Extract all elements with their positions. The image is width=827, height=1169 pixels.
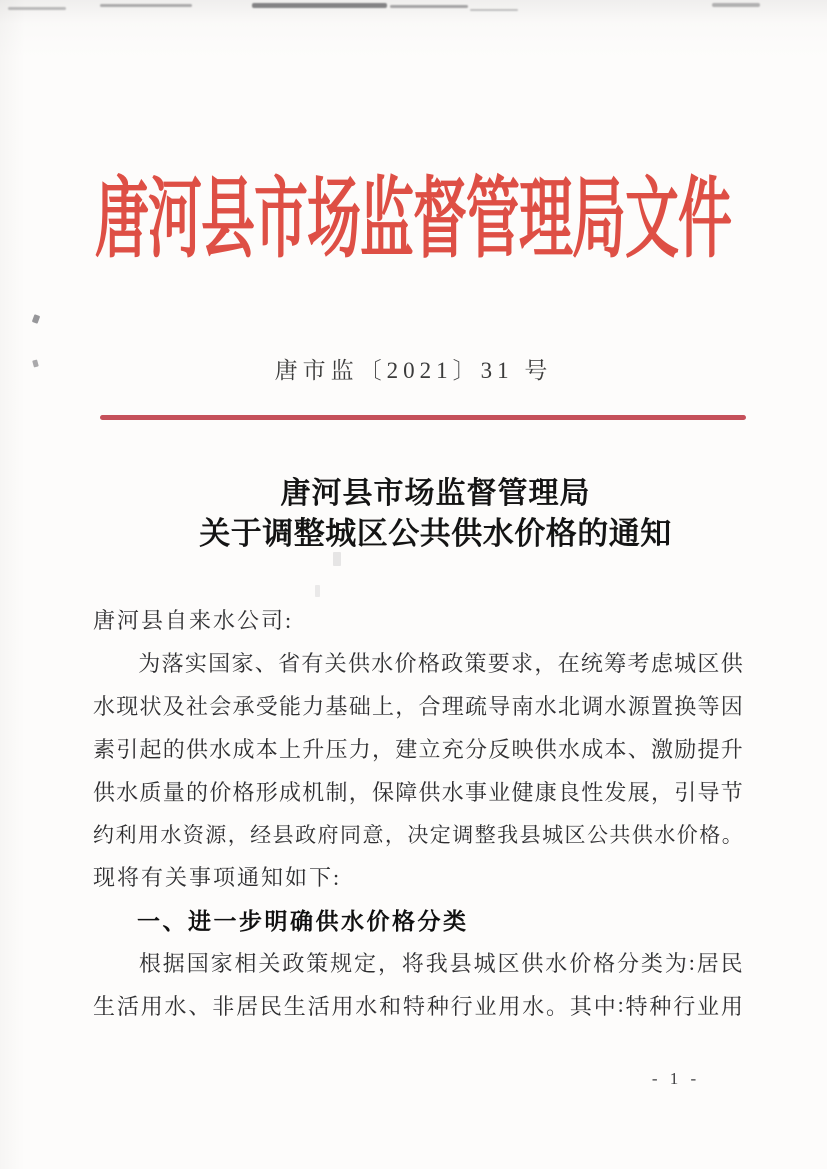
body-line: 供 水 质 量 的 价 格 形 成 机 制 ， 保 障 供 水 事 业 健 康 良 性 发 展 ， 引 导 节 [93,779,743,805]
scan-artifact [333,552,341,566]
body-line: 一、进一步明确供水价格分类 [137,909,469,935]
scan-artifact [32,314,40,324]
document-body [93,598,743,1027]
document-number: 唐市监〔2021〕31 号 [274,358,553,383]
body-line: 为 落 实 国 家 、 省 有 关 供 水 价 格 政 策 要 求 ， 在 统 筹 考 虑 城 区 供 [138,650,743,676]
body-line: 约 利 用 水 资 源 ， 经 县 政 府 同 意 ， 决 定 调 整 我 县 城 区 公 共 供 水 价 格 。 [93,822,743,847]
scan-artifact [252,3,387,8]
body-line: 水 现 状 及 社 会 承 受 能 力 基 础 上 ， 合 理 疏 导 南 水 北 调 水 源 置 换 等 因 [93,693,743,719]
body-line: 唐河县自来水公司: [93,607,294,633]
scan-artifact [470,9,518,11]
body-line: 生 活 用 水 、 非 居 民 生 活 用 水 和 特 种 行 业 用 水 。 其 中 : 特 种 行 业 用 [93,992,743,1019]
notice-title-line1: 唐河县市场监督管理局 [280,477,591,510]
scan-artifact [315,585,320,597]
document-header-title: 唐河县市场监督管理局文件 [95,169,732,269]
red-divider-line [100,415,746,420]
body-line: 素 引 起 的 供 水 成 本 上 升 压 力 ， 建 立 充 分 反 映 供 水 成 本 、 激 励 提 升 [93,736,743,762]
scan-artifact [8,7,66,10]
page-number: - 1 - [651,1069,701,1088]
body-line: 根 据 国 家 相 关 政 策 规 定 ， 将 我 县 城 区 供 水 价 格 分 类 为 : 居 民 [138,949,743,977]
scan-artifact [100,4,192,7]
scan-artifact [390,5,468,8]
body-line: 现将有关事项通知如下: [93,865,342,891]
scan-artifact [712,3,760,7]
document-header [0,169,827,269]
notice-title-line2: 关于调整城区公共供水价格的通知 [199,516,672,551]
